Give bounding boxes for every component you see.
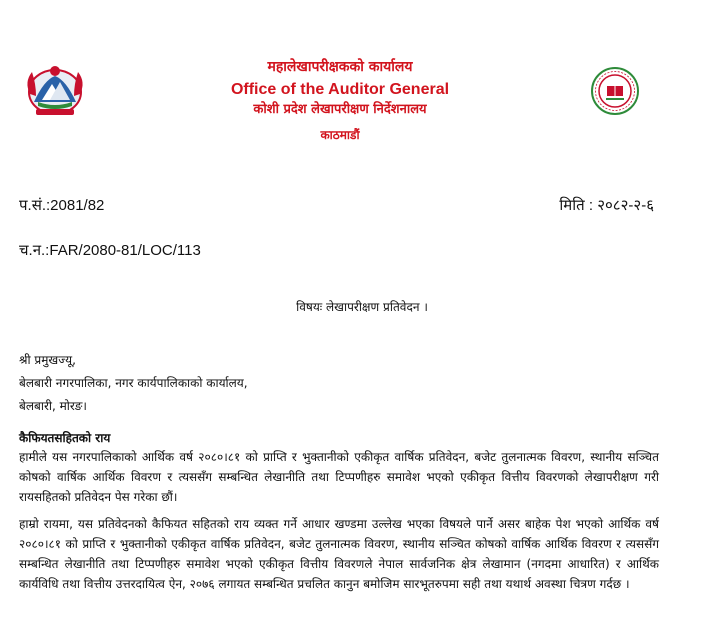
letterhead	[170, 58, 510, 143]
dispatch-number: च.न.:FAR/2080-81/LOC/113	[19, 242, 201, 259]
body-paragraph: हाम्रो रायमा, यस प्रतिवेदनको कैफियत सहितको राय व्यक्त गर्ने आधार खण्डमा उल्लेख भएका विषयले पार्ने असर बाहेक पेश भएको आर्थिक वर्ष २०८०।८१ को प्राप्ति र भुक्तानीको एकीकृत वार्षिक प्रतिवेदन, बजेट तुलनात्मक विवरण, स्थानीय सञ्चित कोषको वार्षिक आर्थिक विवरण र त्यससँग सम्बन्धित लेखानीति तथा टिप्पणीहरु समावेश भएको एकीकृत वित्तीय विवरणले नेपाल सार्वजनिक क्षेत्र लेखामान (नगदमा आधारित) र आर्थिक कार्यविधि तथा वित्तीय उत्तरदायित्व ऐन, २०७६ लगायत सम्बन्धित प्रचलित कानुन बमोजिम सारभूतरुपमा सही तथा यथार्थ अवस्था चित्रण गर्दछ ।	[19, 517, 659, 591]
recipient-line: श्री प्रमुखज्यू,	[19, 353, 76, 367]
section-heading: कैफियतसहितको राय	[19, 431, 111, 445]
recipient-line: बेलबारी, मोरङ।	[19, 399, 87, 413]
directorate-name: कोशी प्रदेश लेखापरीक्षण निर्देशनालय	[253, 102, 427, 117]
letter-subject: विषयः लेखापरीक्षण प्रतिवेदन ।	[296, 300, 428, 314]
reference-number: प.सं.:2081/82	[19, 197, 105, 214]
office-city: काठमाडौं	[320, 128, 360, 142]
nepal-emblem-icon	[22, 62, 88, 118]
office-name-nepali: महालेखापरीक्षकको कार्यालय	[267, 59, 413, 75]
recipient-address	[19, 349, 248, 418]
recipient-line: बेलबारी नगरपालिका, नगर कार्यपालिकाको कार्यालय,	[19, 376, 248, 390]
oag-seal-icon	[590, 66, 640, 116]
body-paragraph: हामीले यस नगरपालिकाको आर्थिक वर्ष २०८०।८१ को प्राप्ति र भुक्तानीको एकीकृत वार्षिक प्रतिवेदन, बजेट तुलनात्मक विवरण, स्थानीय सञ्चित कोषको वार्षिक आर्थिक विवरण र त्यससँग सम्बन्धित लेखानीति तथा टिप्पणीहरु समावेश भएको एकीकृत वित्तीय विवरणको लेखापरीक्षण गरी रायसहितको प्रतिवेदन पेस गरेका छौं।	[19, 450, 659, 504]
letter-date: मिति : २०८२-२-६	[559, 197, 654, 214]
office-name-english: Office of the Auditor General	[230, 81, 450, 98]
